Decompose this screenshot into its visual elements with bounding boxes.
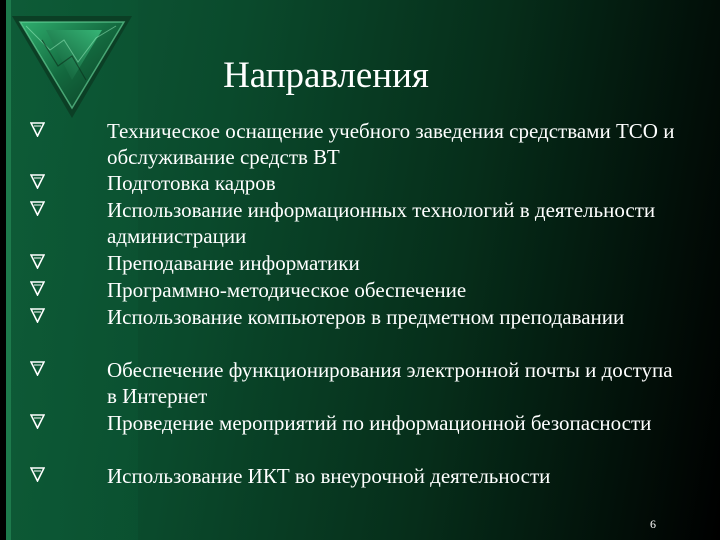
list-item-text: Подготовка кадров: [107, 171, 276, 195]
list-item-text: Использование ИКТ во внеурочной деятельности: [107, 464, 551, 488]
list-item-text: Использование информационных технологий в деятельности администрации: [107, 198, 656, 248]
list-item-text: Техническое оснащение учебного заведения средствами ТСО и обслуживание средств ВТ: [107, 119, 675, 169]
list-item-text: Проведение мероприятий по информационной безопасности: [107, 411, 652, 435]
page-number: 6: [650, 517, 656, 531]
triangle-check-bullet-icon: [30, 414, 45, 429]
list-item-text: Обеспечение функционирования электронной почты и доступа в Интернет: [107, 358, 673, 408]
list-item-text: Преподавание информатики: [107, 251, 360, 275]
triangle-check-bullet-icon: [30, 122, 45, 137]
triangle-check-bullet-icon: [30, 174, 45, 189]
triangle-check-bullet-icon: [30, 467, 45, 482]
triangle-check-bullet-icon: [30, 201, 45, 216]
list-item-text: Использование компьютеров в предметном преподавании: [107, 305, 625, 329]
list-item-text: Программно-методическое обеспечение: [107, 278, 467, 302]
triangle-check-bullet-icon: [30, 281, 45, 296]
triangle-check-bullet-icon: [30, 254, 45, 269]
triangle-check-bullet-icon: [30, 361, 45, 376]
slide-title: Направления: [223, 55, 429, 96]
triangle-check-bullet-icon: [30, 308, 45, 323]
